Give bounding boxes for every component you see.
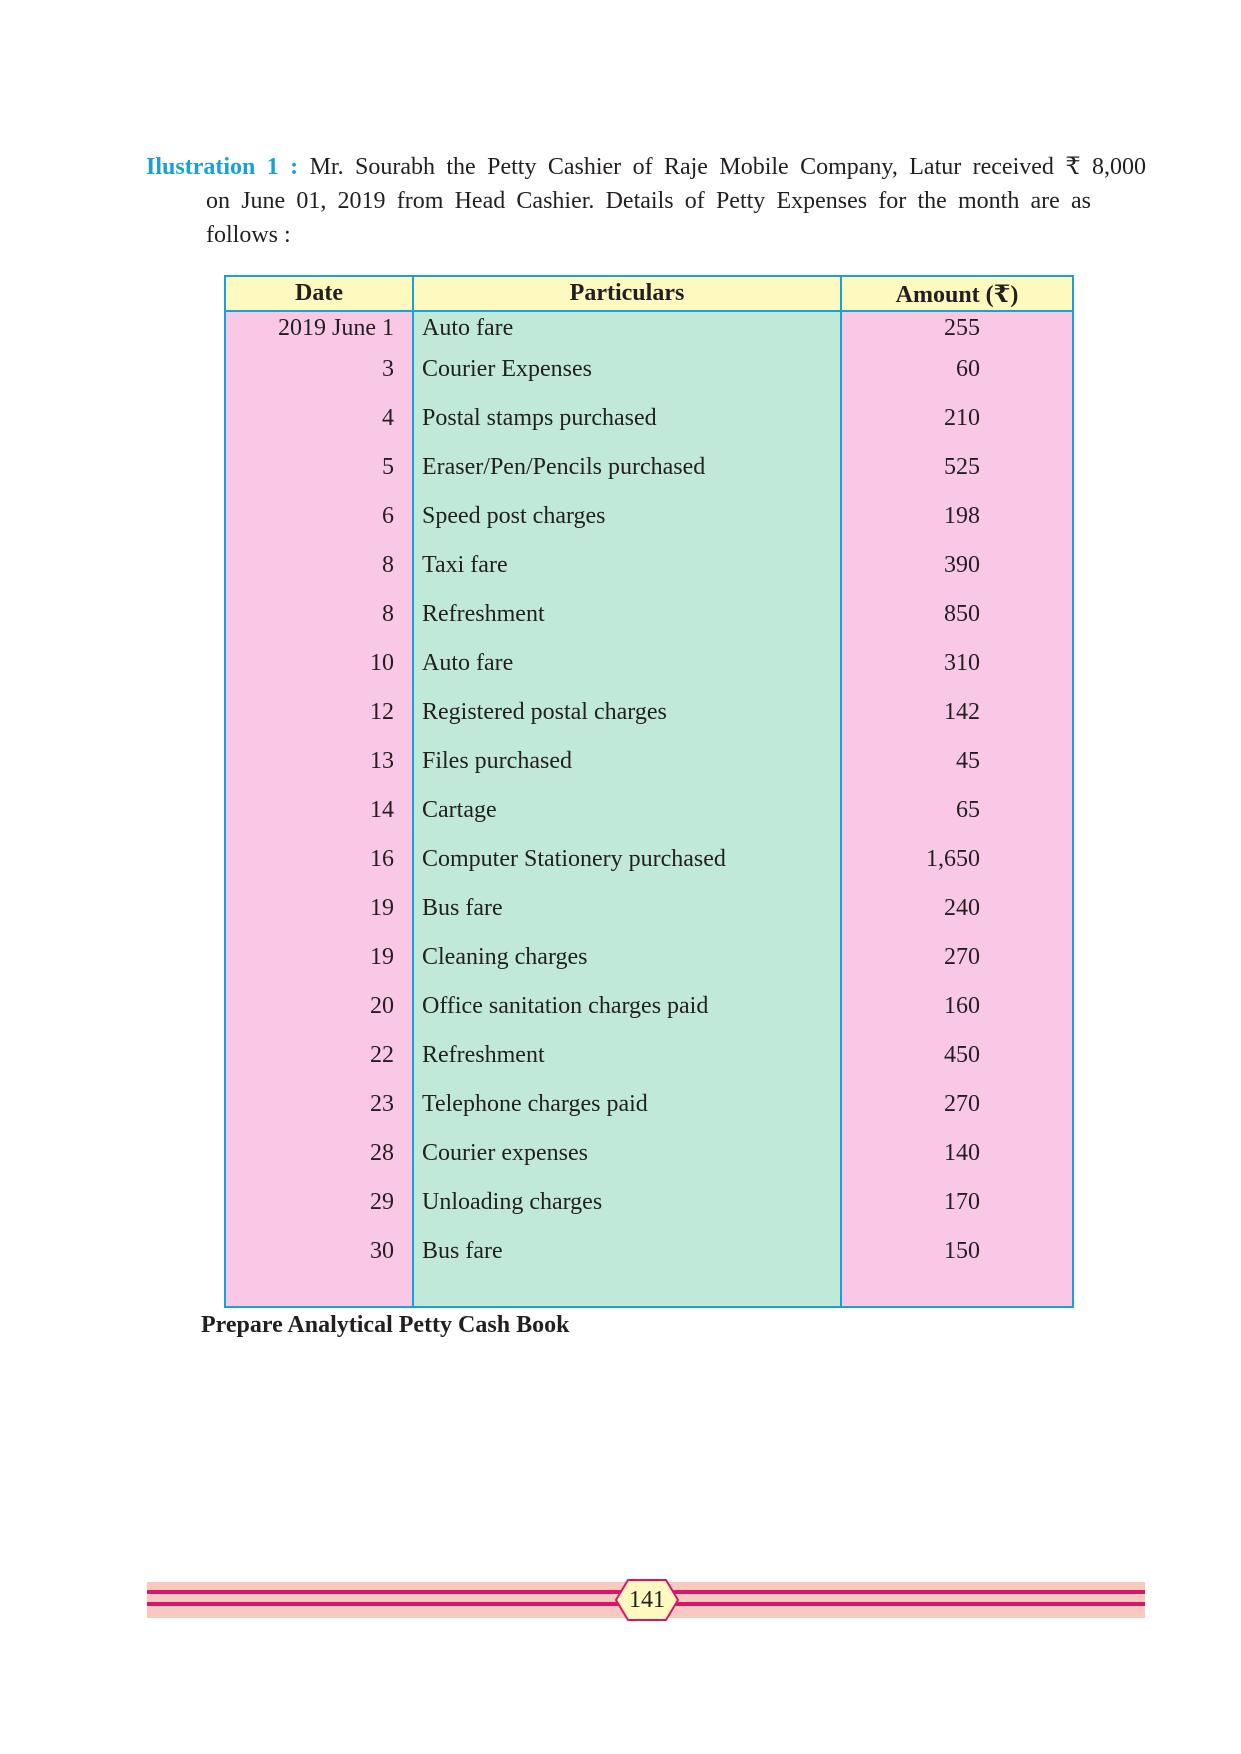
row-date: 3 [225, 345, 413, 394]
table-row [225, 1031, 1073, 1080]
table-body [225, 311, 1073, 1307]
table-row [225, 933, 1073, 982]
table-row [225, 492, 1073, 541]
row-date: 19 [225, 884, 413, 933]
row-amount: 525 [841, 443, 1073, 492]
row-particulars: Speed post charges [413, 492, 841, 541]
table-row [225, 786, 1073, 835]
row-amount: 210 [841, 394, 1073, 443]
row-amount: 450 [841, 1031, 1073, 1080]
row-amount: 160 [841, 982, 1073, 1031]
empty-cell [225, 1276, 413, 1307]
row-particulars: Taxi fare [413, 541, 841, 590]
row-particulars: Unloading charges [413, 1178, 841, 1227]
row-amount: 1,650 [841, 835, 1073, 884]
page-number: 141 [629, 1587, 665, 1613]
table-row [225, 590, 1073, 639]
row-amount: 270 [841, 1080, 1073, 1129]
row-particulars: Bus fare [413, 884, 841, 933]
row-date: 22 [225, 1031, 413, 1080]
table-row [225, 345, 1073, 394]
row-date: 20 [225, 982, 413, 1031]
table-row [225, 639, 1073, 688]
header-particulars: Particulars [413, 276, 841, 311]
illustration-text [146, 150, 1146, 252]
empty-cell [841, 1276, 1073, 1307]
row-date: 2019 June 1 [225, 311, 413, 345]
row-particulars: Bus fare [413, 1227, 841, 1276]
row-particulars: Eraser/Pen/Pencils purchased [413, 443, 841, 492]
row-date: 23 [225, 1080, 413, 1129]
row-date: 14 [225, 786, 413, 835]
table-row [225, 982, 1073, 1031]
row-particulars: Refreshment [413, 1031, 841, 1080]
row-amount: 45 [841, 737, 1073, 786]
table-row [225, 1178, 1073, 1227]
header-amount: Amount (₹) [841, 276, 1073, 311]
table-bottom-padding [225, 1276, 1073, 1307]
row-date: 8 [225, 590, 413, 639]
row-particulars: Telephone charges paid [413, 1080, 841, 1129]
row-particulars: Refreshment [413, 590, 841, 639]
row-particulars: Cleaning charges [413, 933, 841, 982]
row-particulars: Courier Expenses [413, 345, 841, 394]
table-row [225, 443, 1073, 492]
row-particulars: Office sanitation charges paid [413, 982, 841, 1031]
row-date: 12 [225, 688, 413, 737]
row-particulars: Cartage [413, 786, 841, 835]
table-row [225, 737, 1073, 786]
table-row [225, 1129, 1073, 1178]
row-amount: 170 [841, 1178, 1073, 1227]
table-row [225, 311, 1073, 345]
table-row [225, 1227, 1073, 1276]
row-amount: 850 [841, 590, 1073, 639]
row-date: 13 [225, 737, 413, 786]
illustration-line-1 [146, 150, 1146, 184]
row-date: 6 [225, 492, 413, 541]
row-particulars: Auto fare [413, 311, 841, 345]
table-row [225, 688, 1073, 737]
row-date: 10 [225, 639, 413, 688]
row-particulars: Computer Stationery purchased [413, 835, 841, 884]
empty-cell [413, 1276, 841, 1307]
row-date: 5 [225, 443, 413, 492]
row-particulars: Files purchased [413, 737, 841, 786]
table-row [225, 884, 1073, 933]
row-particulars: Courier expenses [413, 1129, 841, 1178]
row-date: 19 [225, 933, 413, 982]
row-amount: 140 [841, 1129, 1073, 1178]
row-date: 28 [225, 1129, 413, 1178]
row-particulars: Registered postal charges [413, 688, 841, 737]
row-date: 30 [225, 1227, 413, 1276]
row-amount: 255 [841, 311, 1073, 345]
instruction-text: Prepare Analytical Petty Cash Book [201, 1312, 570, 1338]
row-particulars: Postal stamps purchased [413, 394, 841, 443]
row-amount: 60 [841, 345, 1073, 394]
row-amount: 310 [841, 639, 1073, 688]
row-date: 4 [225, 394, 413, 443]
illustration-line-2: on June 01, 2019 from Head Cashier. Details of Petty Expenses for the month are as [206, 188, 1091, 214]
row-date: 29 [225, 1178, 413, 1227]
row-date: 8 [225, 541, 413, 590]
table-row [225, 541, 1073, 590]
table-row [225, 1080, 1073, 1129]
row-amount: 240 [841, 884, 1073, 933]
row-particulars: Auto fare [413, 639, 841, 688]
row-amount: 198 [841, 492, 1073, 541]
row-amount: 142 [841, 688, 1073, 737]
table-header-row [225, 276, 1073, 311]
row-amount: 150 [841, 1227, 1073, 1276]
table-row [225, 394, 1073, 443]
illustration-line-3: follows : [206, 222, 291, 248]
table-row [225, 835, 1073, 884]
row-date: 16 [225, 835, 413, 884]
header-date: Date [225, 276, 413, 311]
row-amount: 65 [841, 786, 1073, 835]
row-amount: 390 [841, 541, 1073, 590]
petty-expenses-table [224, 275, 1074, 1308]
illustration-line-1-text: Mr. Sourabh the Petty Cashier of Raje Mobile Company, Latur received ₹ 8,000 [309, 154, 1146, 180]
illustration-label: Ilustration 1 : [146, 154, 299, 180]
row-amount: 270 [841, 933, 1073, 982]
